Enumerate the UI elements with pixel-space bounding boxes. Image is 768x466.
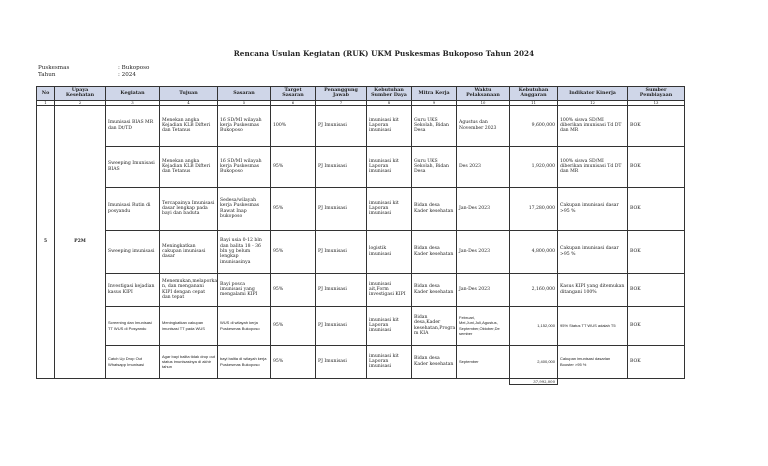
cell-indikator: Cakupan imunisasi dasarlan Booster >95 % (558, 345, 628, 378)
meta-value: : Bukoposo (118, 65, 150, 71)
upaya-kesehatan-cell: P2M (55, 105, 106, 378)
cell-anggaran: 2,400,000 (510, 345, 558, 378)
column-number: 5 (218, 100, 271, 105)
cell-pj: PJ Imunisasi (316, 273, 367, 306)
cell-sasaran: Bayi usia 0-12 bln dan balita 18 - 36 bln yg belum lengkap imunisasinya (218, 230, 271, 273)
column-header: Upaya Kesehatan (55, 87, 106, 101)
cell-mitra: Bidan desa,Kader kesehatan,Progra m KIA (412, 306, 457, 345)
column-header: Sumber Pembiayaan (628, 87, 685, 101)
cell-waktu: Des 2023 (457, 146, 510, 187)
column-number: 11 (510, 100, 558, 105)
table-row (37, 230, 685, 273)
column-number: 2 (55, 100, 106, 105)
column-header: Target Sasaran (271, 87, 316, 101)
cell-tujuan: Menekan angka Kejadian KLB Difteri dan Tetanus (160, 146, 218, 187)
cell-anggaran: 1,920,000 (510, 146, 558, 187)
cell-waktu: Jan-Des 2023 (457, 230, 510, 273)
cell-tujuan: Tercapainya Imunisasi dasar lengkap pada bayi dan baduta (160, 187, 218, 230)
cell-mitra: Bidan desa Kader kesehatan (412, 345, 457, 378)
cell-anggaran: 1,152,000 (510, 306, 558, 345)
total-row-spacer (412, 378, 457, 384)
cell-mitra: Guru UKS Sekolah, Bidan Desa (412, 105, 457, 146)
column-number: 1 (37, 100, 55, 105)
meta-value: : 2024 (118, 72, 136, 78)
cell-kegiatan: Sweeping Imunisasi BIAS (106, 146, 160, 187)
cell-mitra: Bidan desa Kader kesehatan (412, 187, 457, 230)
cell-target: 95% (271, 230, 316, 273)
table-body (37, 105, 685, 384)
total-row-spacer (457, 378, 510, 384)
cell-sasaran: 16 SD/MI wilayah kerja Puskesmas Bukoposo (218, 105, 271, 146)
column-number: 13 (628, 100, 685, 105)
table-row (37, 146, 685, 187)
cell-sasaran: Bayi posca imunisasi yang mengalami KIPI (218, 273, 271, 306)
column-number: 6 (271, 100, 316, 105)
row-number-cell: 5 (37, 105, 55, 378)
total-row-spacer (367, 378, 412, 384)
total-row-spacer (316, 378, 367, 384)
cell-kegiatan: Imunisasi Rutin di posyandu (106, 187, 160, 230)
cell-pembiayaan: BOK (628, 306, 685, 345)
cell-target: 95% (271, 146, 316, 187)
cell-tujuan: Meningkatkan cakupan imunisasi TT pada WUS (160, 306, 218, 345)
cell-indikator: 100% siswa SD/MI diberikan imunisasi Td DT dan MR (558, 146, 628, 187)
column-header: Waktu Pelaksanaan (457, 87, 510, 101)
cell-sumber-daya: logistik imunisasi (367, 230, 412, 273)
cell-waktu: Agustus dan November 2023 (457, 105, 510, 146)
column-number: 8 (367, 100, 412, 105)
cell-mitra: Guru UKS Sekolah, Bidan Desa (412, 146, 457, 187)
cell-kegiatan: Investigasi kejadian kasus KIPI (106, 273, 160, 306)
meta-label: Puskesmas (38, 65, 70, 71)
cell-pj: PJ Imunisasi (316, 187, 367, 230)
meta-label: Tahun (38, 72, 56, 78)
cell-kegiatan: Sweeping imunisasi (106, 230, 160, 273)
column-number: 4 (160, 100, 218, 105)
cell-indikator: 100% siswa SD/MI diberikan imunisasi Td DT dan MR (558, 105, 628, 146)
cell-anggaran: 2,160,000 (510, 273, 558, 306)
cell-kegiatan: Imunisasi BIAS MR dan Dt/TD (106, 105, 160, 146)
cell-indikator: 95% Status TT WUS adalah T5 (558, 306, 628, 345)
total-row-spacer (558, 378, 628, 384)
cell-mitra: Bidan desa Kader kesehatan (412, 273, 457, 306)
meta-tahun (38, 72, 149, 79)
column-number: 10 (457, 100, 510, 105)
cell-anggaran: 17,280,000 (510, 187, 558, 230)
cell-waktu: September (457, 345, 510, 378)
cell-kegiatan: Screening dan Imunisasi TT WUS di Posyandu (106, 306, 160, 345)
total-anggaran: 37,992,000 (510, 378, 558, 384)
total-row-spacer (218, 378, 271, 384)
total-row-spacer (271, 378, 316, 384)
cell-mitra: Bidan desa Kader kesehatan (412, 230, 457, 273)
cell-sasaran: 16 SD/MI wilayah kerja Puskesmas Bukoposo (218, 146, 271, 187)
cell-target: 95% (271, 273, 316, 306)
column-header: Indikator Kinerja (558, 87, 628, 101)
column-header: Kegiatan (106, 87, 160, 101)
column-number: 9 (412, 100, 457, 105)
cell-anggaran: 4,800,000 (510, 230, 558, 273)
cell-pembiayaan: BOK (628, 146, 685, 187)
cell-sumber-daya: imunisasi kit Laporan imunisasi (367, 105, 412, 146)
cell-waktu: Februari, Mei,Juni,Juli,Agustus, September,Oktober,De sember (457, 306, 510, 345)
table-row (37, 345, 685, 378)
document-meta (38, 65, 149, 79)
column-number: 12 (558, 100, 628, 105)
cell-indikator: Cakupan imunisasi dasar >95 % (558, 230, 628, 273)
cell-tujuan: Menekan angka Kejadian KLB Difteri dan Tetanus (160, 105, 218, 146)
cell-sumber-daya: imunisasi kit Laporan imunisasi (367, 187, 412, 230)
table-row (37, 273, 685, 306)
total-row-spacer (37, 378, 55, 384)
cell-tujuan: Meningkatkan cakupan imunisasi dasar (160, 230, 218, 273)
column-header: Sasaran (218, 87, 271, 101)
column-header: Tujuan (160, 87, 218, 101)
column-number: 3 (106, 100, 160, 105)
cell-pj: PJ Imunisasi (316, 105, 367, 146)
ruk-table (36, 86, 685, 385)
total-row-spacer (628, 378, 685, 384)
total-row-spacer (160, 378, 218, 384)
column-header: Kebutuhan Sumber Daya (367, 87, 412, 101)
cell-pj: PJ Imunisasi (316, 306, 367, 345)
cell-kegiatan: Catch Up Drop Out Whatsapp Imunisasi (106, 345, 160, 378)
cell-sasaran: Sedesa/wilayah kerja Puskesmas Rawat Inap bukoposo (218, 187, 271, 230)
cell-target: 95% (271, 187, 316, 230)
total-row-spacer (55, 378, 106, 384)
cell-sumber-daya: imunisasi kit Laporan imunisasi (367, 306, 412, 345)
document-title: Rencana Usulan Kegiatan (RUK) UKM Puskesmas Bukoposo Tahun 2024 (233, 49, 535, 58)
column-number: 7 (316, 100, 367, 105)
table-row (37, 105, 685, 146)
cell-sumber-daya: imunisasi ait,Form investigasi KIPI (367, 273, 412, 306)
total-row-spacer (106, 378, 160, 384)
cell-sumber-daya: imunisasi kit Laporan imunisasi (367, 345, 412, 378)
table-row (37, 187, 685, 230)
cell-pj: PJ Imunisasi (316, 345, 367, 378)
cell-pembiayaan: BOK (628, 230, 685, 273)
cell-tujuan: Agar bayi balita tidak drop out status imunisasinya di akhir tahun (160, 345, 218, 378)
cell-pembiayaan: BOK (628, 105, 685, 146)
cell-sasaran: bayi balita di wilayah kerja Puskesmas Bukoposo (218, 345, 271, 378)
cell-sumber-daya: imunisasi kit Laporan imunisasi (367, 146, 412, 187)
cell-indikator: Cakupan imunisasi dasar >95 % (558, 187, 628, 230)
cell-pembiayaan: BOK (628, 187, 685, 230)
cell-anggaran: 9,600,000 (510, 105, 558, 146)
column-header: No (37, 87, 55, 101)
cell-tujuan: Menemukan,melaporka n, dan menganani KIPI dengan cepat dan tepat (160, 273, 218, 306)
cell-pj: PJ Imunisasi (316, 146, 367, 187)
column-header: Kebutuhan Anggaran (510, 87, 558, 101)
cell-waktu: Jan-Des 2023 (457, 187, 510, 230)
cell-pj: PJ Imunisasi (316, 230, 367, 273)
table-row (37, 306, 685, 345)
column-header: Penanggung Jawab (316, 87, 367, 101)
cell-pembiayaan: BOK (628, 273, 685, 306)
column-header: Mitra Kerja (412, 87, 457, 101)
meta-puskesmas (38, 65, 149, 72)
cell-indikator: Kasus KIPI yang ditemukan ditangani 100% (558, 273, 628, 306)
cell-pembiayaan: BOK (628, 345, 685, 378)
total-row (37, 378, 685, 384)
cell-waktu: Jan-Des 2023 (457, 273, 510, 306)
cell-target: 95% (271, 345, 316, 378)
table-header-row (37, 87, 685, 101)
cell-target: 100% (271, 105, 316, 146)
cell-sasaran: WUS di wilayah kerja Puskesmas Bukoposo (218, 306, 271, 345)
cell-target: 95% (271, 306, 316, 345)
